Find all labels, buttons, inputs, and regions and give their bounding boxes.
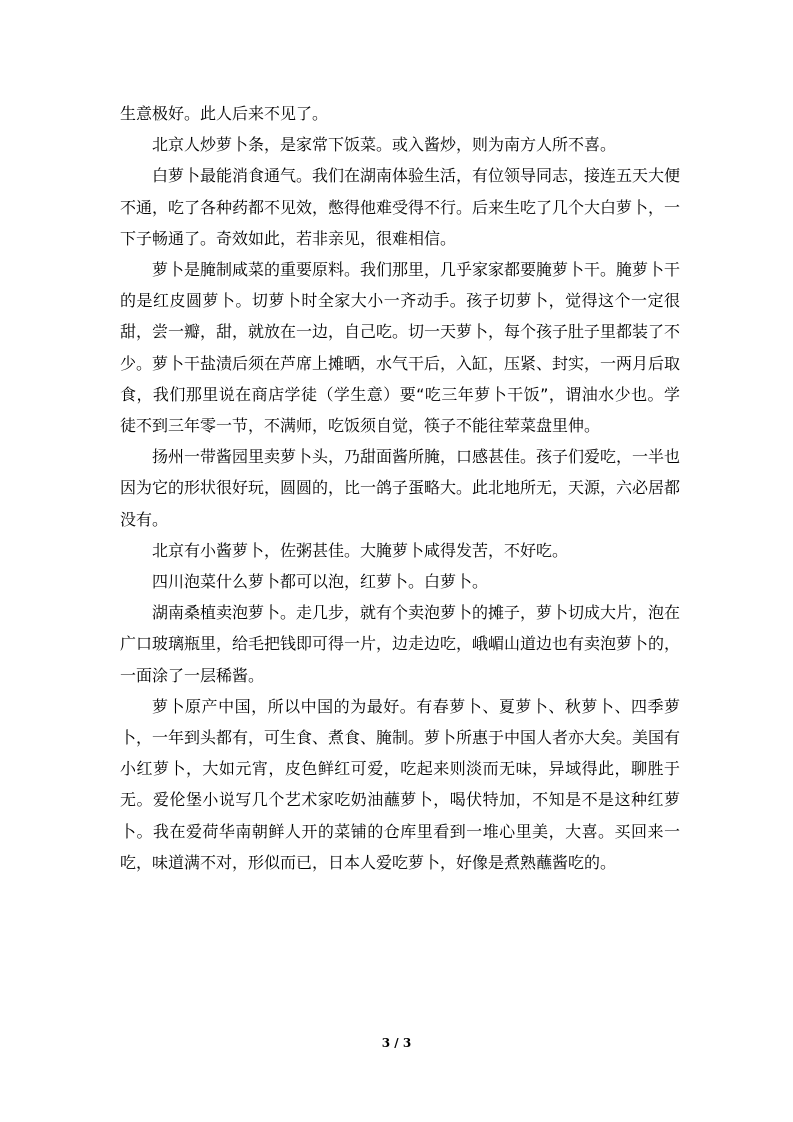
document-body: [120, 98, 680, 878]
paragraph-pickled-radish: 萝卜是腌制咸菜的重要原料。我们那里，几乎家家都要腌萝卜干。腌萝卜干的是红皮圆萝卜。切萝卜时全家大小一齐动手。孩子切萝卜，觉得这个一定很甜，尝一瓣，甜，就放在一边，自己吃。切一天萝卜，每个孩子肚子里都装了不少。萝卜干盐渍后须在芦席上摊晒，水气干后，入缸，压紧、封实，一两月后取食，我们那里说在商店学徒（学生意）要“吃三年萝卜干饭”，谓油水少也。学徒不到三年零一节，不满师，吃饭须自觉，筷子不能往荤菜盘里伸。: [120, 260, 681, 436]
paragraph-continuation: 生意极好。此人后来不见了。: [120, 104, 329, 123]
paragraph-radish-origin: 萝卜原产中国，所以中国的为最好。有春萝卜、夏萝卜、秋萝卜、四季萝卜，一年到头都有，可生食、煮食、腌制。萝卜所惠于中国人者亦大矣。美国有小红萝卜，大如元宵，皮色鲜红可爱，吃起来则淡而无味，异域得此，聊胜于无。爱伦堡小说写几个艺术家吃奶油蘸萝卜，喝伏特加，不知是不是这种红萝卜。我在爱荷华南朝鲜人开的菜铺的仓库里看到一堆心里美，大喜。买回来一吃，味道满不对，形似而已，日本人爱吃萝卜，好像是煮熟蘸酱吃的。: [120, 696, 681, 872]
paragraph-hunan-sangzhi: 湖南桑植卖泡萝卜。走几步，就有个卖泡萝卜的摊子，萝卜切成大片，泡在广口玻璃瓶里，给毛把钱即可得一片，边走边吃，峨嵋山道边也有卖泡萝卜的，一面涂了一层稀酱。: [120, 603, 681, 685]
page-number: 3 / 3: [381, 1036, 412, 1050]
paragraph-beijing-sauce-radish: 北京有小酱萝卜，佐粥甚佳。大腌萝卜咸得发苦，不好吃。: [152, 540, 569, 560]
paragraph-white-radish-digestion: 白萝卜最能消食通气。我们在湖南体验生活，有位领导同志，接连五天大便不通，吃了各种药都不见效，憋得他难受得不行。后来生吃了几个大白萝卜，一下子畅通了。奇效如此，若非亲见，很难相信。: [120, 166, 681, 248]
paragraph-sichuan-pickles: 四川泡菜什么萝卜都可以泡，红萝卜。白萝卜。: [152, 572, 489, 592]
paragraph-beijing-stir-fry: 北京人炒萝卜条，是家常下饭菜。或入酱炒，则为南方人所不喜。: [152, 135, 617, 155]
paragraph-yangzhou-radish: 扬州一带酱园里卖萝卜头，乃甜面酱所腌，口感甚佳。孩子们爱吃，一半也因为它的形状很好玩，圆圆的，比一鸽子蛋略大。此北地所无，天源，六必居都没有。: [120, 447, 681, 529]
